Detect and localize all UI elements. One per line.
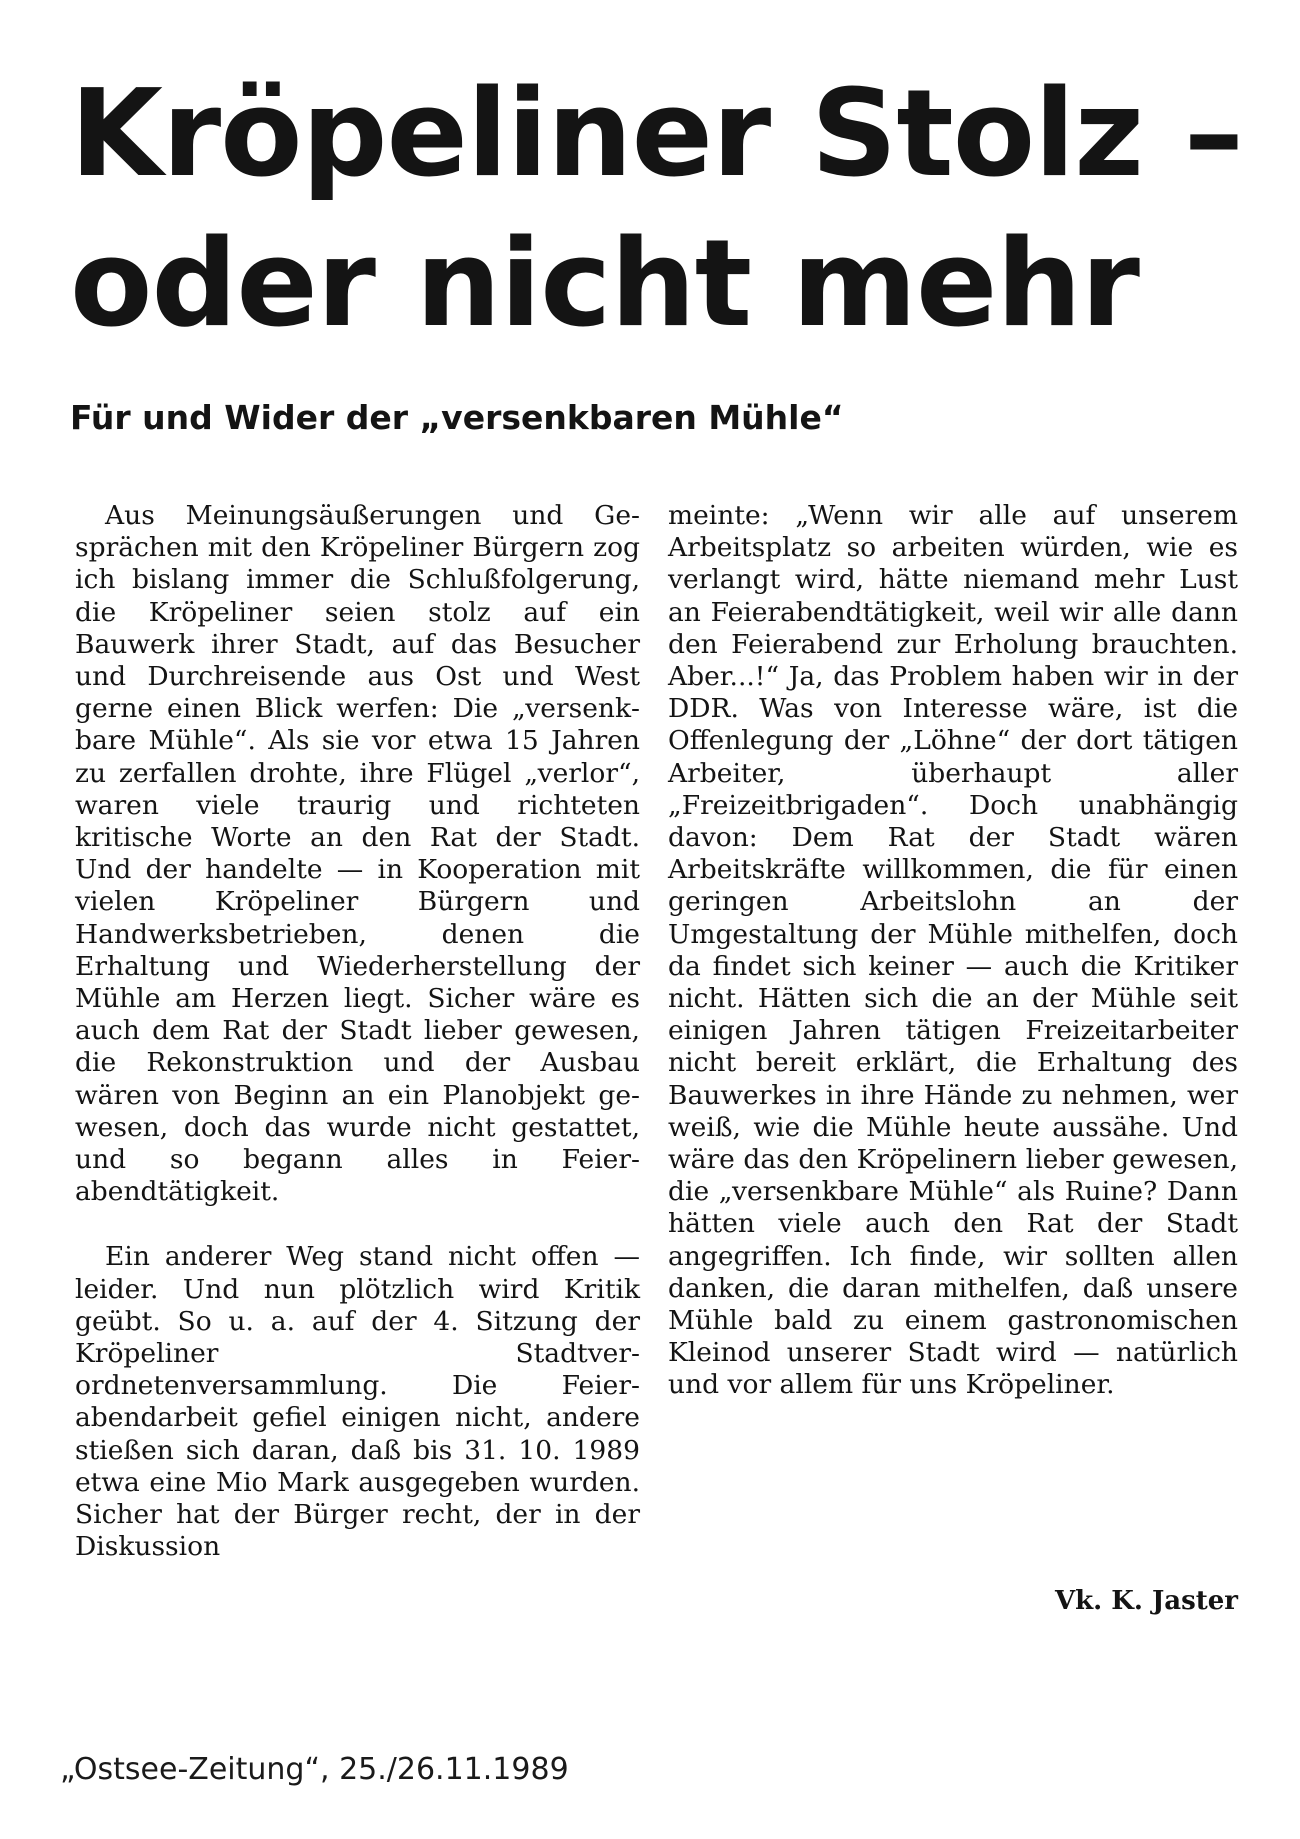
- left-paragraph-2: Ein anderer Weg stand nicht offen — leider. Und nun plötzlich wird Kritik geübt. So u. a. auf der 4. Sitzung der Kröpeliner Stadtverordnetenversammlung. Die Feierabendarbeit gefiel einigen nicht, andere stießen sich daran, daß bis 31. 10. 1989 etwa eine Mio Mark ausgegeben wurden. Sicher hat der Bürger recht, der in der Diskussion: [75, 1241, 640, 1563]
- subheadline: Für und Wider der „versenkbaren Mühle“: [70, 398, 844, 437]
- headline-line-1: Kröpeliner Stolz –: [70, 65, 1243, 204]
- headline: [70, 60, 1250, 360]
- left-column: [75, 500, 640, 1564]
- author-signature: Vk. K. Jaster: [1054, 1586, 1238, 1616]
- left-paragraph-1: Aus Meinungsäußerungen und Gesprächen mit den Kröpeliner Bürgern zog ich bislang immer die Schlußfolgerung, die Kröpeliner seien stolz auf ein Bauwerk ihrer Stadt, auf das Besucher und Durchreisende aus Ost und West gerne einen Blick werfen: Die „versenkbare Mühle“. Als sie vor etwa 15 Jahren zu zerfallen drohte, ihre Flügel „verlor“, waren viele traurig und richteten kritische Worte an den Rat der Stadt. Und der handelte — in Kooperation mit vielen Kröpeliner Bürgern und Handwerksbetrieben, denen die Erhaltung und Wiederherstellung der Mühle am Herzen liegt. Sicher wäre es auch dem Rat der Stadt lieber gewesen, die Rekonstruktion und der Ausbau wären von Beginn an ein Planobjekt gewesen, doch das wurde nicht gestattet, und so begann alles in Feierabendtätigkeit.: [75, 500, 640, 1208]
- right-column: [668, 500, 1238, 1402]
- headline-line-2: oder nicht mehr: [70, 215, 1139, 354]
- source-citation: „Ostsee-Zeitung“, 25./26.11.1989: [60, 1752, 569, 1787]
- right-paragraph: meinte: „Wenn wir alle auf unserem Arbeitsplatz so arbeiten würden, wie es verlangt wird, hätte niemand mehr Lust an Feierabendtätigkeit, weil wir alle dann den Feierabend zur Erholung brauchten. Aber...!“ Ja, das Problem haben wir in der DDR. Was von Interesse wäre, ist die Offenlegung der „Löhne“ der dort tätigen Arbeiter, überhaupt aller „Freizeitbrigaden“. Doch unabhängig davon: Dem Rat der Stadt wären Arbeitskräfte willkommen, die für einen geringen Arbeitslohn an der Umgestaltung der Mühle mithelfen, doch da findet sich keiner — auch die Kritiker nicht. Hätten sich die an der Mühle seit einigen Jahren tätigen Freizeitarbeiter nicht bereit erklärt, die Erhaltung des Bauwerkes in ihre Hände zu nehmen, wer weiß, wie die Mühle heute aussähe. Und wäre das den Kröpelinern lieber gewesen, die „versenkbare Mühle“ als Ruine? Dann hätten viele auch den Rat der Stadt angegriffen. Ich finde, wir sollten allen danken, die daran mithelfen, daß unsere Mühle bald zu einem gastronomischen Kleinod unserer Stadt wird — natürlich und vor allem für uns Kröpeliner.: [668, 500, 1238, 1401]
